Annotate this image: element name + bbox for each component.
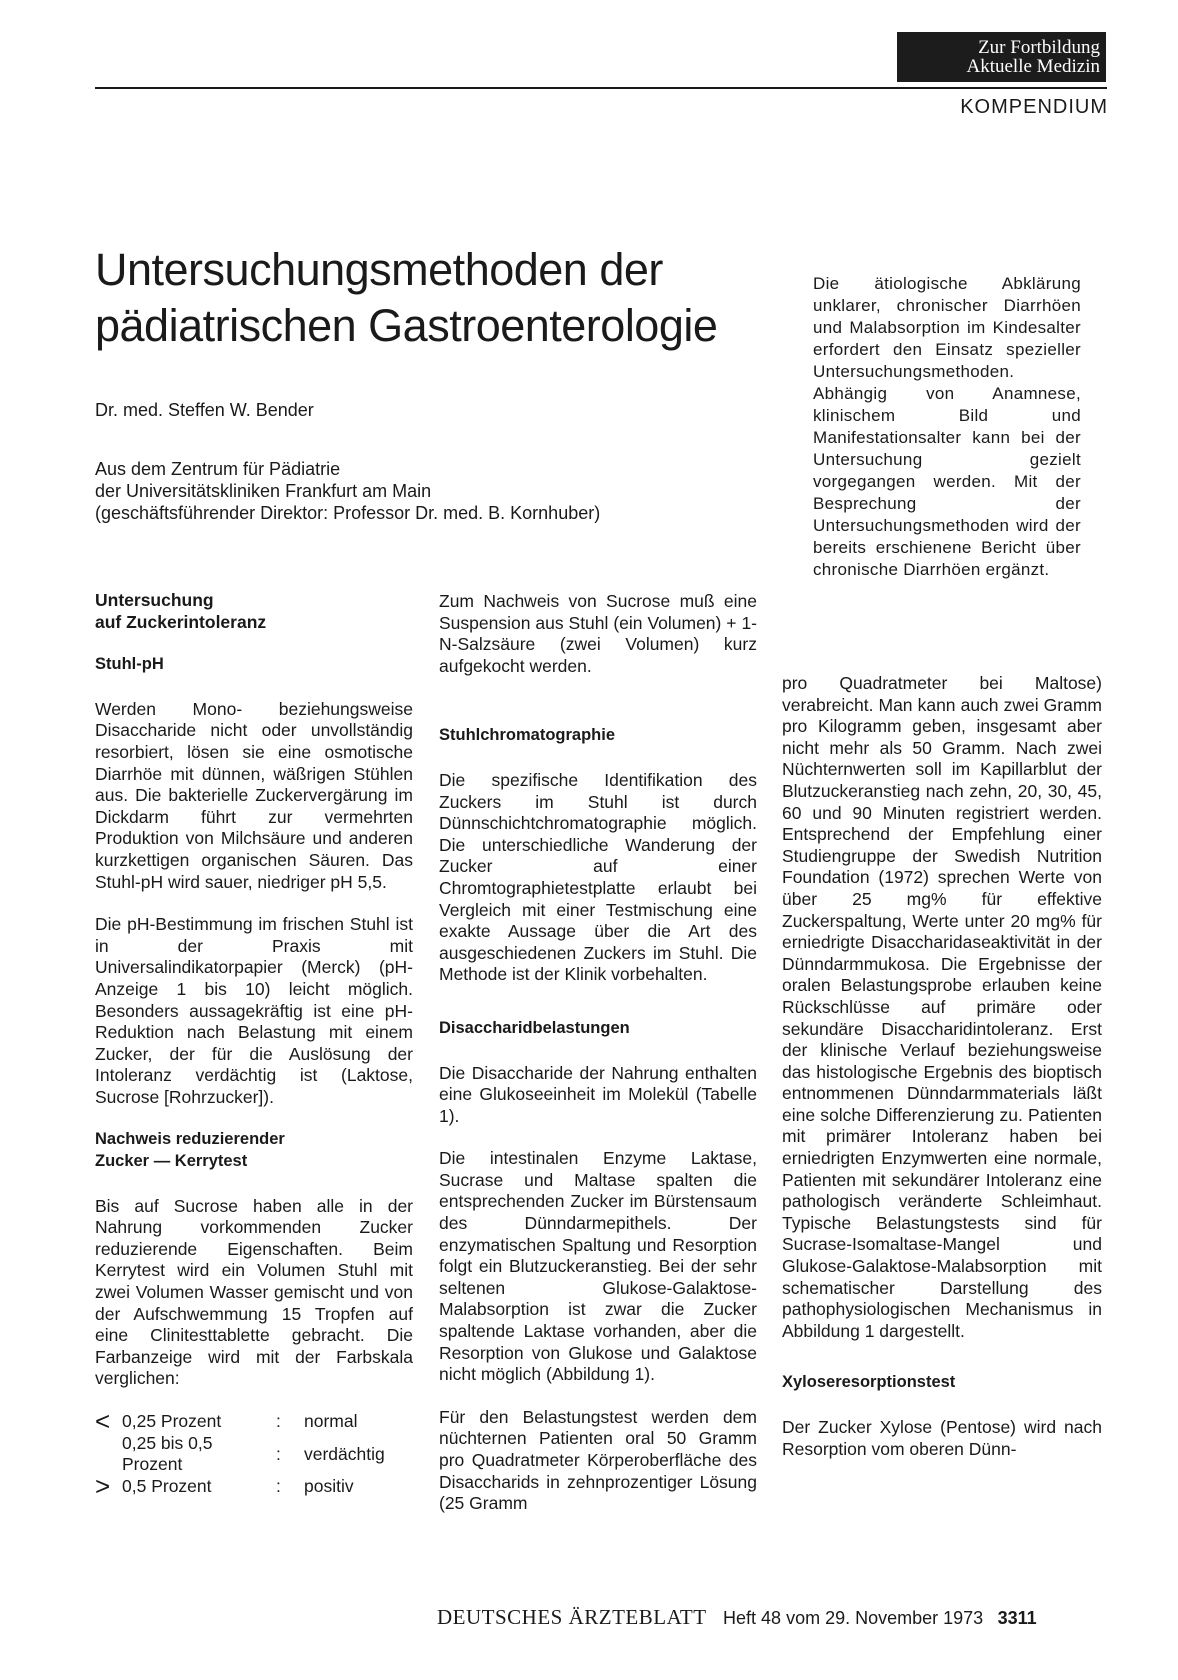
paragraph: Werden Mono- beziehungsweise Disaccharide nicht oder unvollständig resorbiert, lösen sie eine osmotische Diarrhöe mit dünnen, wäßrigen Stühlen aus. Die bakterielle Zuckervergärung im Dickdarm führt zur vermehrten Produktion von Milchsäure und anderen kurzkettigen organischen Säuren. Das Stuhl-pH wird sauer, niedriger pH 5,5. <box>95 698 413 892</box>
article-title <box>95 242 795 354</box>
paragraph: Die intestinalen Enzyme Laktase, Sucrase und Maltase spalten die entsprechenden Zucker im Bürstensaum des Dünndarmepithels. Der enzymatischen Spaltung und Resorption folgt ein Blutzuckeranstieg. Bei der sehr seltenen Glukose-Galaktose-Malabsorption ist zwar die Zucker spaltende Laktase vorhanden, aber die Resorption von Glukose und Galaktose nicht möglich (Abbildung 1). <box>439 1148 757 1385</box>
subheading-stuhl-ph: Stuhl-pH <box>95 655 164 674</box>
badge-line-1: Zur Fortbildung <box>978 37 1100 58</box>
paragraph: Die pH-Bestimmung im frischen Stuhl ist in der Praxis mit Universalindikatorpapier (Merck) (pH-Anzeige 1 bis 10) leicht möglich. Besonders aussagekräftig ist eine pH-Reduktion nach Belastung mit einem Zucker, der für die Auslösung der Intoleranz verdächtig ist (Laktose, Sucrose [Rohrzucker]). <box>95 914 413 1107</box>
paragraph: pro Quadratmeter bei Maltose) verabreicht. Man kann auch zwei Gramm pro Kilogramm geben, insgesamt aber nicht mehr als 50 Gramm. Nach zwei Nüchternwerten soll im Kapillarblut der Blutzuckeranstieg nach zehn, 20, 30, 45, 60 und 90 Minuten registriert werden. Entsprechend der Empfehlung einer Studiengruppe der Swedish Nutrition Foundation (1972) sprechen Werte von über 25 mg% für effektive Zuckerspaltung, Werte unter 20 mg% für erniedrigte Disaccharidaseaktivität in der Dünndarmmukosa. Die Ergebnisse der oralen Belastungsprobe erlauben keine Rückschlüsse auf primäre oder sekundäre Disaccharidintoleranz. Erst der klinische Verlauf beziehungsweise das histologische Ergebnis des bioptisch entnommenen Dünndarmmaterials läßt eine solche Differenzierung zu. Patienten mit primärer Intoleranz haben bei erniedrigten Enzymwerten eine normale, Patienten mit sekundärer Intoleranz eine pathologisch veränderte Schleimhaut. Typische Belastungstests sind für Sucrase-Isomaltase-Mangel und Glukose-Galaktose-Malabsorption mit schematischer Darstellung des pathophysiologischen Mechanismus in Abbildung 1 dargestellt. <box>782 673 1102 1341</box>
color-scale-list <box>95 1406 413 1501</box>
paragraph: Der Zucker Xylose (Pentose) wird nach Resorption vom oberen Dünn- <box>782 1417 1102 1459</box>
greater-than-symbol: > <box>95 1470 111 1501</box>
header-rule <box>95 87 1107 89</box>
subheading-stuhlchromatographie: Stuhlchromatographie <box>439 726 616 745</box>
paragraph: Die Disaccharide der Nahrung enthalten eine Glukoseeinheit im Molekül (Tabelle 1). <box>439 1062 757 1126</box>
list-item: < 0,25 Prozent : normal <box>95 1406 358 1436</box>
subheading-kerrytest: Nachweis reduzierender Zucker — Kerrytest <box>95 1130 285 1171</box>
text-column-2 <box>439 591 757 1536</box>
paragraph: Zum Nachweis von Sucrose muß eine Suspension aus Stuhl (ein Volumen) + 1-N-Salzsäure (zwei Volumen) kurz aufgekocht werden. <box>439 591 757 676</box>
affiliation-line-2: der Universitätskliniken Frankfurt am Main <box>95 481 432 501</box>
text-column-3 <box>782 673 1102 1481</box>
subheading-disaccharidbelastungen: Disaccharidbelastungen <box>439 1018 630 1037</box>
paragraph: Bis auf Sucrose haben alle in der Nahrung vorkommenden Zucker reduzierende Eigenschaften. Beim Kerrytest wird ein Volumen Stuhl mit zwei Volumen Wasser gemischt und von der Aufschwemmung 15 Tropfen auf eine Clinitesttablette gebracht. Die Farbanzeige wird mit der Farbskala verglichen: <box>95 1195 413 1389</box>
list-item: 0,25 bis 0,5 Prozent : verdächtig <box>122 1432 385 1475</box>
article-abstract: Die ätiologische Abklärung unklarer, chronischer Diarrhöen und Malabsorption im Kindesalter erfordert den Einsatz spezieller Untersuchungsmethoden. Abhängig von Anamnese, klinischem Bild und Manifestationsalter kann bei der Untersuchung gezielt vorgegangen werden. Mit der Besprechung der Untersuchungsmethoden wird der bereits erschienene Bericht über chronische Diarrhöen ergänzt. <box>813 274 1081 579</box>
journal-name: DEUTSCHES ÄRZTEBLATT <box>437 1605 707 1629</box>
affiliation-line-1: Aus dem Zentrum für Pädiatrie <box>95 459 341 479</box>
list-item: > 0,5 Prozent : positiv <box>95 1470 354 1501</box>
article-author: Dr. med. Steffen W. Bender <box>95 400 314 420</box>
badge-line-2: Aktuelle Medizin <box>966 56 1100 77</box>
less-than-symbol: < <box>95 1406 111 1436</box>
title-line-2: pädiatrischen Gastroenterologie <box>95 300 718 351</box>
subheading-xyloseresorptionstest: Xyloseresorptionstest <box>782 1373 956 1392</box>
issue-info: Heft 48 vom 29. November 1973 <box>723 1608 984 1628</box>
page-footer <box>437 1605 1037 1630</box>
section-badge <box>897 32 1106 82</box>
paragraph: Für den Belastungstest werden dem nüchternen Patienten oral 50 Gramm pro Quadratmeter Körperoberfläche des Disaccharids in zehnprozentiger Lösung (25 Gramm <box>439 1406 757 1514</box>
page-number: 3311 <box>997 1608 1037 1628</box>
author-affiliation <box>95 458 600 524</box>
section-heading-zuckerintoleranz: Untersuchung auf Zuckerintoleranz <box>95 590 267 632</box>
paragraph: Die spezifische Identifikation des Zuckers im Stuhl ist durch Dünnschichtchromatographie möglich. Die unterschiedliche Wanderung der Zucker auf einer Chromtographietestplatte erlaubt bei Vergleich mit einer Testmischung eine exakte Aussage über die Art des ausgeschiedenen Zuckers im Stuhl. Die Methode ist der Klinik vorbehalten. <box>439 769 757 985</box>
section-label: KOMPENDIUM <box>960 96 1108 118</box>
title-line-1: Untersuchungsmethoden der <box>95 244 663 295</box>
text-column-1 <box>95 590 413 1501</box>
affiliation-line-3: (geschäftsführender Direktor: Professor Dr. med. B. Kornhuber) <box>95 503 601 523</box>
